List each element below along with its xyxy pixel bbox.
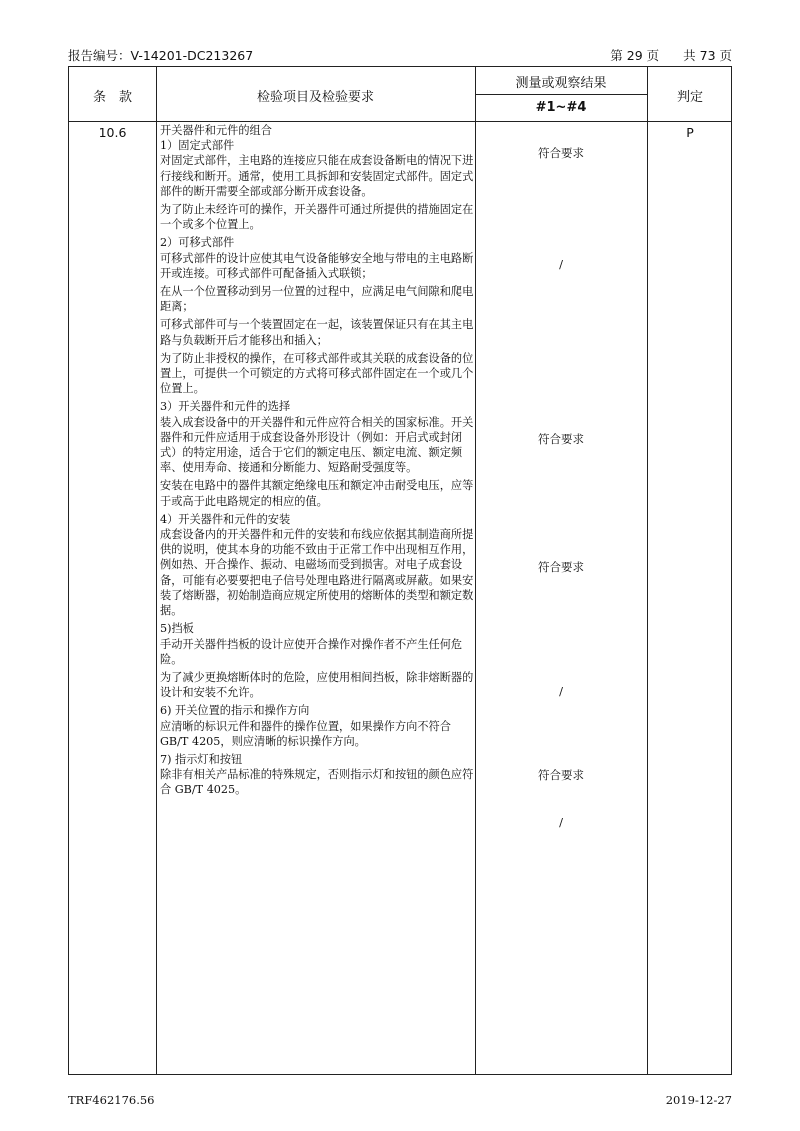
subsection-heading: 6) 开关位置的指示和操作方向: [160, 704, 310, 718]
issue-date: 2019-12-27: [665, 1093, 732, 1107]
requirement-paragraph: 除非有相关产品标准的特殊规定，否则指示灯和按钮的颜色应符合 GB/T 4025。: [160, 768, 474, 797]
requirement-paragraph: 安装在电路中的器件其额定绝缘电压和额定冲击耐受电压，应等于或高于此电路规定的相应的值。: [160, 479, 474, 508]
result-position-indication: 符合要求: [538, 768, 584, 782]
section-title: 开关器件和元件的组合: [160, 124, 272, 137]
subsection-heading: 2）可移式部件: [160, 236, 235, 250]
result-indicator-lights: /: [559, 815, 563, 829]
col-divider: [647, 67, 648, 1074]
report-header: [68, 46, 732, 66]
header-item: 检验项目及检验要求: [256, 90, 374, 105]
requirement-paragraph: 为了减少更换熔断体时的危险，应使用相间挡板，除非熔断器的设计和安装不允许。: [160, 670, 474, 700]
requirement-paragraph: 为了防止非授权的操作，在可移式部件或其关联的成套设备的位置上，可提供一个可锁定的方式将可移式部件固定在一个或几个位置上。: [160, 351, 474, 396]
subsection-heading: 1）固定式部件: [160, 139, 235, 153]
header-sample: #1~#4: [535, 100, 587, 115]
header-clause: 条 款: [92, 90, 132, 105]
requirement-paragraph: 可移式部件可与一个装置固定在一起，该装置保证只有在其主电路与负载断开后才能移出和插入；: [160, 318, 474, 347]
clause-number: 10.6: [98, 125, 127, 140]
report-number: 报告编号：V-14201-DC213267: [68, 48, 254, 63]
header-result: 测量或观察结果: [515, 76, 607, 91]
header-sub-divider: [475, 94, 647, 95]
page-number: 第 29 页: [610, 48, 660, 63]
header-divider: [69, 121, 731, 122]
requirement-paragraph: 应清晰的标识元件和器件的操作位置，如果操作方向不符合 GB/T 4205，则应清晰的标识操作方向。: [160, 719, 451, 748]
page-total: 共 73 页: [683, 48, 732, 63]
requirements-text: [160, 123, 474, 801]
requirement-paragraph: 成套设备内的开关器件和元件的安装和布线应依据其制造商所提供的说明，使其本身的功能不致由于正常工作中出现相互作用，例如热、开合操作、振动、电磁场而受到损害。对电子成套设备，可能有必要要把电子信号处理电路进行隔离或屏蔽。如果安装了熔断器，初始制造商应规定所使用的熔断体的类型和额定数据。: [160, 528, 474, 618]
header-verdict: 判定: [676, 90, 703, 105]
requirement-paragraph: 装入成套设备中的开关器件和元件应符合相关的国家标准。开关器件和元件应适用于成套设备外形设计（例如：开启式或封闭式）的特定用途，适合于它们的额定电压、额定电流、额定频率、使用寿命、接通和分断能力、短路耐受强度等。: [160, 415, 474, 475]
subsection-heading: 7) 指示灯和按钮: [160, 752, 243, 766]
subsection-heading: 5)挡板: [160, 622, 194, 636]
subsection-heading: 4）开关器件和元件的安装: [160, 512, 291, 526]
subsection-heading: 3）开关器件和元件的选择: [160, 400, 291, 414]
requirement-paragraph: 在从一个位置移动到另一位置的过程中，应满足电气间隙和爬电距离；: [160, 285, 474, 314]
page-indicator: [590, 46, 732, 64]
result-barriers: /: [559, 684, 563, 698]
result-selection: 符合要求: [538, 432, 584, 446]
result-removable-parts: /: [559, 257, 563, 271]
result-installation: 符合要求: [538, 560, 584, 574]
verdict: P: [686, 125, 694, 140]
form-number: TRF462176.56: [68, 1093, 155, 1107]
requirement-paragraph: 手动开关器件挡板的设计应使开合操作对操作者不产生任何危险。: [160, 637, 463, 666]
result-fixed-parts: 符合要求: [538, 146, 584, 160]
inspection-table: [68, 66, 732, 1075]
requirement-paragraph: 为了防止未经许可的操作，开关器件可通过所提供的措施固定在一个或多个位置上。: [160, 203, 474, 232]
col-divider: [156, 67, 157, 1074]
requirement-paragraph: 对固定式部件，主电路的连接应只能在成套设备断电的情况下进行接线和断开。通常，使用工具拆卸和安装固定式部件。固定式部件的断开需要全部或部分断开成套设备。: [160, 154, 474, 198]
requirement-paragraph: 可移式部件的设计应使其电气设备能够安全地与带电的主电路断开或连接。可移式部件可配备插入式联锁；: [160, 251, 474, 280]
